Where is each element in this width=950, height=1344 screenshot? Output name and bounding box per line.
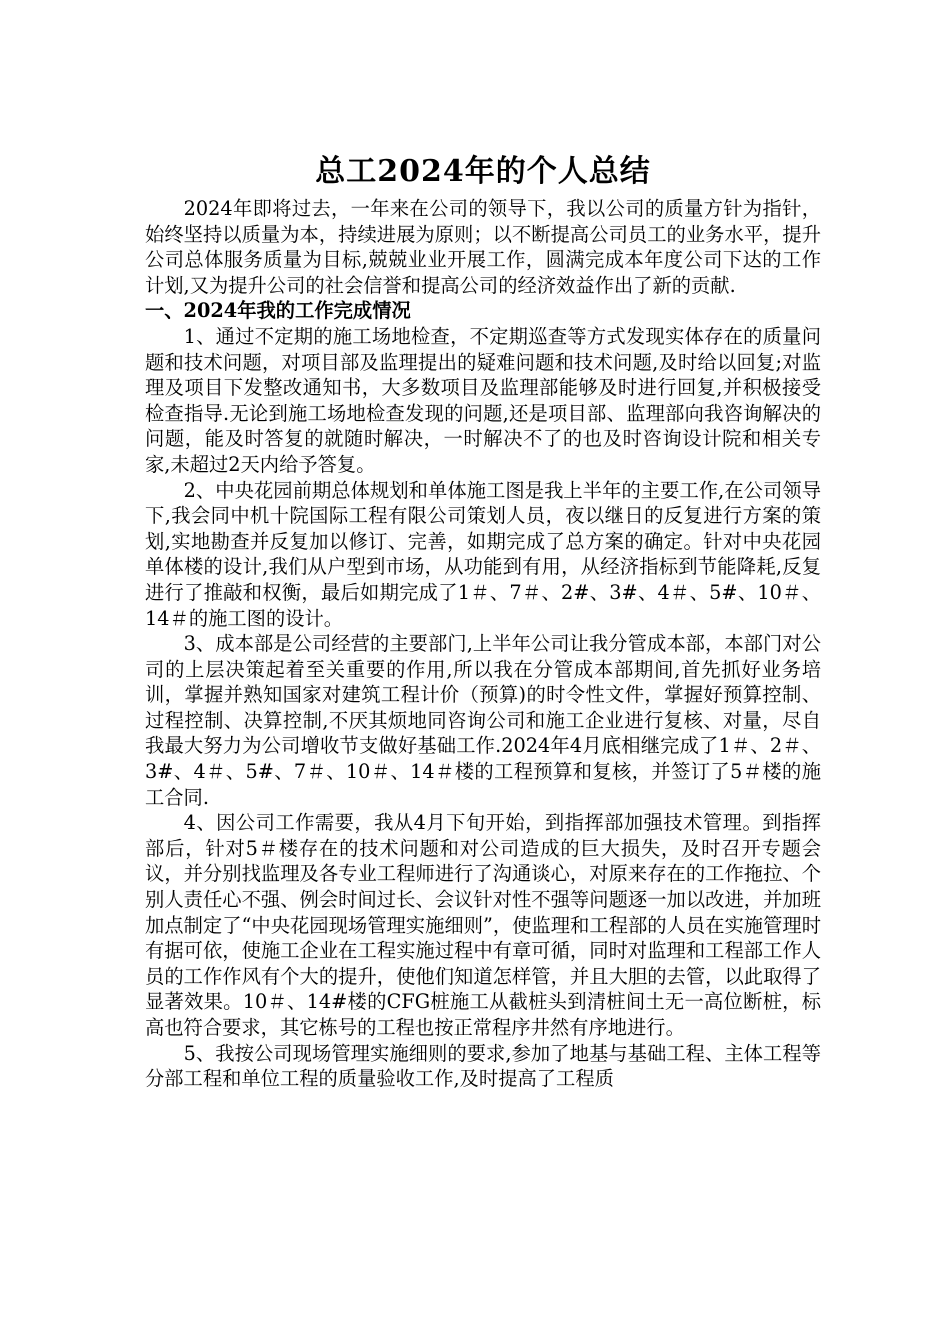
section-heading: 一、2024年我的工作完成情况: [145, 299, 411, 323]
body-paragraph-2: 2、中央花园前期总体规划和单体施工图是我上半年的主要工作,在公司领导下,我会同中机十院国际工程有限公司策划人员，夜以继日的反复进行方案的策划,实地勘查并反复加以修订、完善，如期完成了总方案的确定。针对中央花园单体楼的设计,我们从户型到市场，从功能到有用，从经济指标到节能降耗,反复进行了推敲和权衡，最后如期完成了1＃、7＃、2#、3#、4＃、5#、10＃、14＃的施工图的设计。: [145, 478, 821, 630]
body-paragraph-1: 1、通过不定期的施工场地检查，不定期巡查等方式发现实体存在的质量问题和技术问题，对项目部及监理提出的疑难问题和技术问题,及时给以回复;对监理及项目下发整改通知书，大多数项目及监理部能够及时进行回复,并积极接受检查指导.无论到施工场地检查发现的问题,还是项目部、监理部向我咨询解决的问题，能及时答复的就随时解决，一时解决不了的也及时咨询设计院和相关专家,未超过2天内给予答复。: [145, 324, 821, 476]
body-paragraph-3: 3、成本部是公司经营的主要部门,上半年公司让我分管成本部，本部门对公司的上层决策起着至关重要的作用,所以我在分管成本部期间,首先抓好业务培训，掌握并熟知国家对建筑工程计价（预算)的时令性文件，掌握好预算控制、过程控制、决算控制,不厌其烦地同咨询公司和施工企业进行复核、对量，尽自我最大努力为公司增收节支做好基础工作.2024年4月底相继完成了1＃、2＃、3#、4＃、5#、7＃、10＃、14＃楼的工程预算和复核，并签订了5＃楼的施工合同.: [145, 632, 821, 809]
body-paragraph-5: 5、我按公司现场管理实施细则的要求,参加了地基与基础工程、主体工程等分部工程和单位工程的质量验收工作,及时提高了工程质: [145, 1041, 821, 1091]
intro-paragraph: 2024年即将过去，一年来在公司的领导下，我以公司的质量方针为指针，始终坚持以质量为本，持续进展为原则；以不断提高公司员工的业务水平，提升公司总体服务质量为目标,兢兢业业开展工作，圆满完成本年度公司下达的工作计划,又为提升公司的社会信誉和提高公司的经济效益作出了新的贡献.: [145, 197, 821, 297]
document-page: [145, 150, 821, 1092]
document-title: 总工2024年的个人总结: [315, 154, 651, 189]
body-paragraph-4: 4、因公司工作需要，我从4月下旬开始，到指挥部加强技术管理。到指挥部后，针对5＃楼存在的技术问题和对公司造成的巨大损失，及时召开专题会议，并分别找监理及各专业工程师进行了沟通谈心，对原来存在的工作拖拉、个别人责任心不强、例会时间过长、会议针对性不强等问题逐一加以改进，并加班加点制定了“中央花园现场管理实施细则”，使监理和工程部的人员在实施管理时有据可依，使施工企业在工程实施过程中有章可循，同时对监理和工程部工作人员的工作作风有个大的提升，使他们知道怎样管，并且大胆的去管，以此取得了显著效果。10＃、14#楼的CFG桩施工从截桩头到清桩间土无一高位断桩，标高也符合要求，其它栋号的工程也按正常程序井然有序地进行。: [145, 811, 821, 1039]
